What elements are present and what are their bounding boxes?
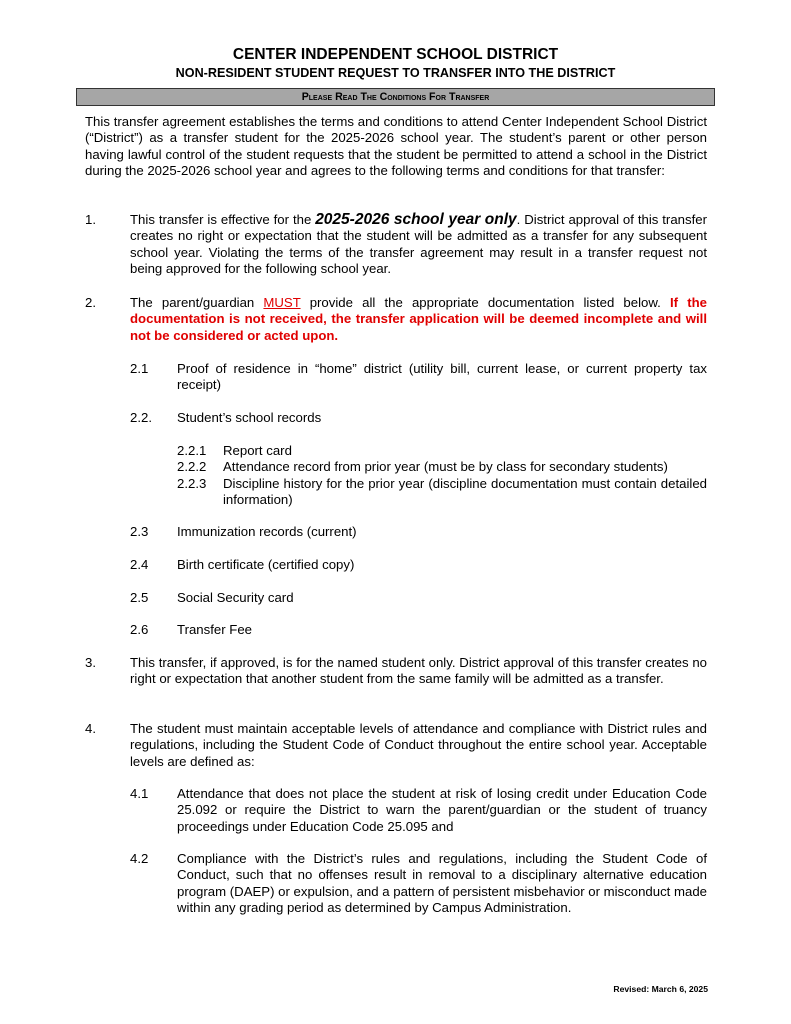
item-3-number: 3. bbox=[85, 655, 96, 670]
item-4-number: 4. bbox=[85, 721, 96, 736]
item-2-text bbox=[130, 295, 707, 344]
item-2-6-number: 2.6 bbox=[130, 622, 149, 637]
item-4-2-number: 4.2 bbox=[130, 851, 149, 866]
item-2-5-number: 2.5 bbox=[130, 590, 149, 605]
item-4-2-text: Compliance with the District’s rules and regulations, including the Student Code of Conduct, such that no offenses result in removal to a disciplinary alternative education program (DAEP) or expulsion, and a pattern of persistent misbehavior or misconduct made within any grading period as determined by Campus Administration. bbox=[177, 851, 707, 916]
item-2-pre: The parent/guardian bbox=[130, 295, 264, 310]
item-1-post: . District approval of this transfer creates no right or expectation that the student will be admitted as a transfer for any subsequent school year. Violating the terms of the transfer agreement may result in a transfer request not being approved for the following school year. bbox=[130, 212, 707, 277]
item-2-mid: provide all the appropriate documentation listed below. bbox=[300, 295, 670, 310]
item-2-2-1-text: Report card bbox=[223, 443, 292, 458]
item-2-2-text: Student’s school records bbox=[177, 410, 322, 425]
item-4-text: The student must maintain acceptable levels of attendance and compliance with District rules and regulations, including the Student Code of Conduct throughout the entire school year. Acceptable levels are defined as: bbox=[130, 721, 707, 769]
item-4-1-text: Attendance that does not place the student at risk of losing credit under Education Code 25.092 or require the District to warn the parent/guardian or the student of truancy proceedings under Education Code 25.095 and bbox=[177, 786, 707, 834]
item-2-number: 2. bbox=[85, 295, 96, 310]
intro-paragraph: This transfer agreement establishes the terms and conditions to attend Center Independent School District (“District”) as a transfer student for the 2025-2026 school year. The student’s parent or other person having lawful control of the student requests that the student be permitted to attend a school in the District during the 2025-2026 school year and agrees to the following terms and conditions for that transfer: bbox=[85, 114, 707, 179]
item-2-1-text: Proof of residence in “home” district (utility bill, current lease, or current property tax receipt) bbox=[177, 361, 707, 393]
item-2-2-number: 2.2. bbox=[130, 410, 152, 425]
item-1-emphasis: 2025-2026 school year only bbox=[315, 211, 517, 228]
item-2-4-number: 2.4 bbox=[130, 557, 149, 572]
item-4-1-number: 4.1 bbox=[130, 786, 149, 801]
item-2-2-3-number: 2.2.3 bbox=[177, 476, 207, 491]
item-1-number: 1. bbox=[85, 212, 96, 227]
item-3-text: This transfer, if approved, is for the named student only. District approval of this transfer creates no right or expectation that another student from the same family will be admitted as a transfer. bbox=[130, 655, 707, 687]
item-2-5-text: Social Security card bbox=[177, 590, 294, 605]
revision-date: Revised: March 6, 2025 bbox=[613, 984, 708, 994]
conditions-banner: Please Read The Conditions For Transfer bbox=[76, 88, 715, 106]
item-2-3-number: 2.3 bbox=[130, 524, 149, 539]
document-title: CENTER INDEPENDENT SCHOOL DISTRICT bbox=[232, 46, 559, 63]
item-2-3-text: Immunization records (current) bbox=[177, 524, 357, 539]
item-1-text bbox=[130, 212, 707, 278]
item-2-2-3-text: Discipline history for the prior year (discipline documentation must contain detailed information) bbox=[223, 476, 707, 508]
documentation-warning: If the documentation is not received, the transfer application will be deemed incomplete and will not be considered or acted upon. bbox=[130, 295, 707, 343]
item-2-2-2-number: 2.2.2 bbox=[177, 459, 207, 474]
item-2-4-text: Birth certificate (certified copy) bbox=[177, 557, 355, 572]
must-emphasis: MUST bbox=[263, 295, 301, 310]
item-2-2-2-text: Attendance record from prior year (must be by class for secondary students) bbox=[223, 459, 668, 474]
item-1-pre: This transfer is effective for the bbox=[130, 212, 316, 227]
item-2-2-1-number: 2.2.1 bbox=[177, 443, 207, 458]
document-subtitle: NON-RESIDENT STUDENT REQUEST TO TRANSFER INTO THE DISTRICT bbox=[175, 66, 616, 80]
item-2-1-number: 2.1 bbox=[130, 361, 149, 376]
item-2-6-text: Transfer Fee bbox=[177, 622, 252, 637]
